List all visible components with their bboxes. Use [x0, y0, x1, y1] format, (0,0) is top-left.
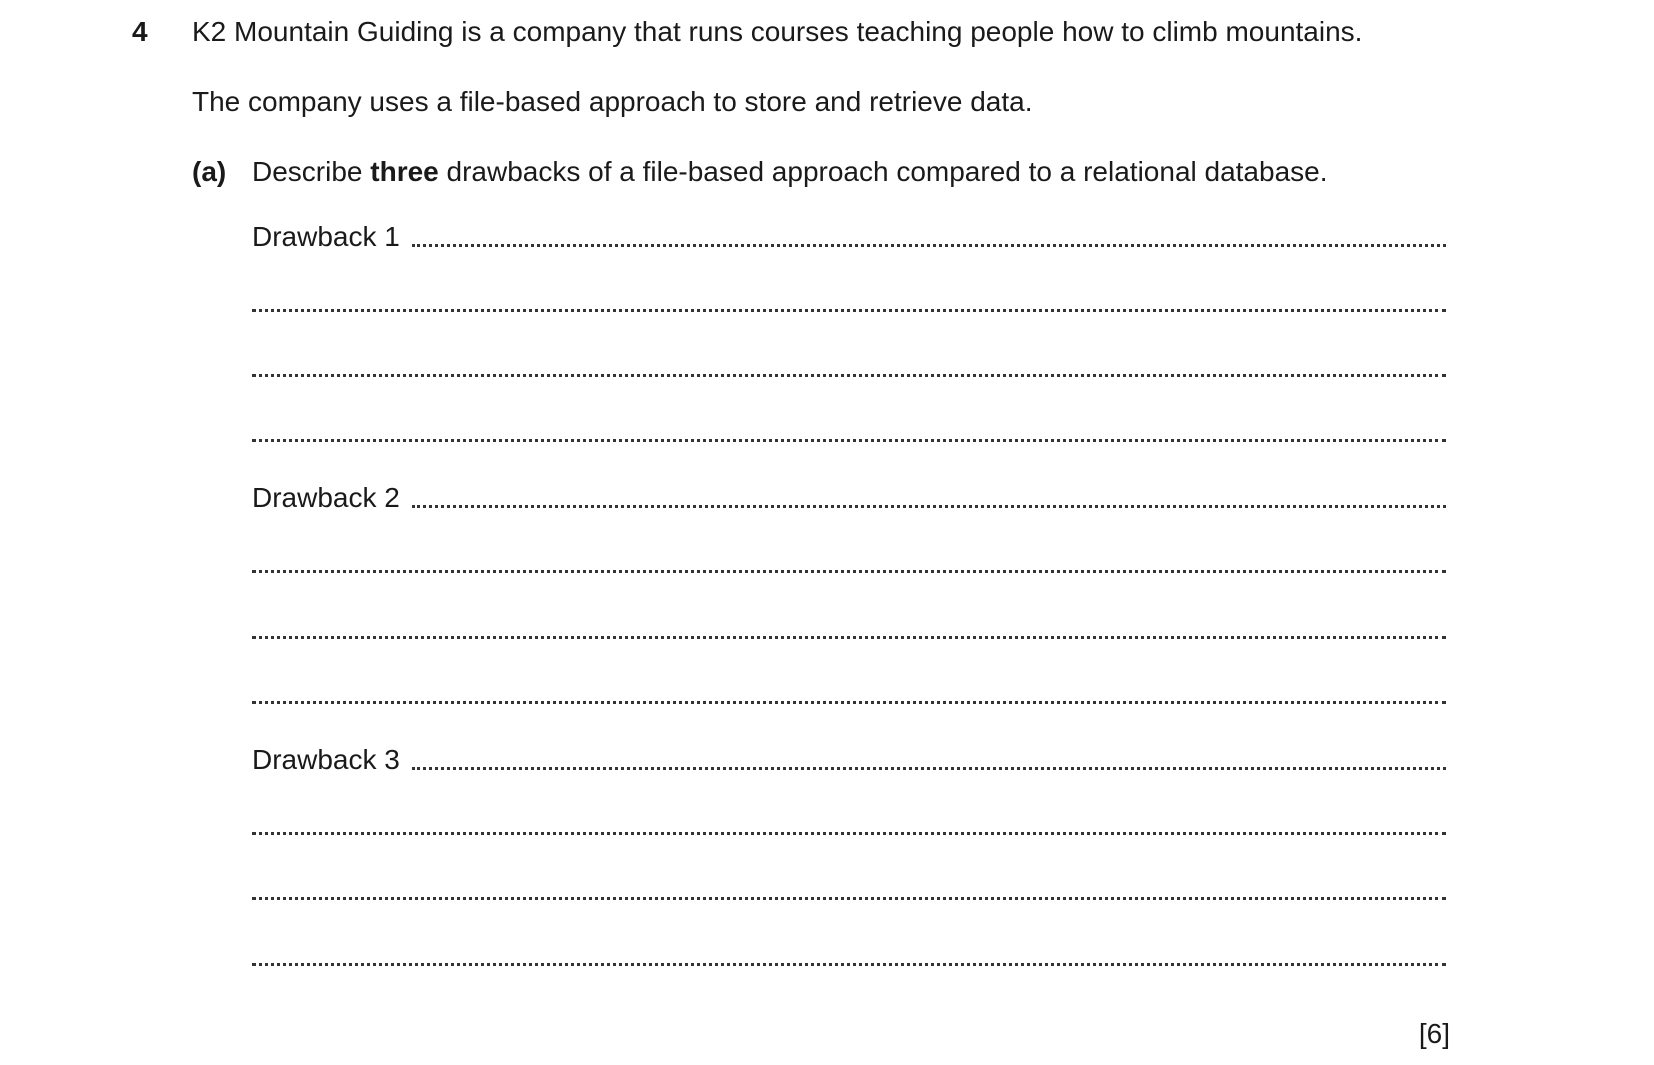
dotted-answer-line	[252, 374, 1446, 377]
dotted-answer-line	[252, 309, 1446, 312]
dotted-answer-line	[252, 439, 1446, 442]
answer-line[interactable]	[252, 873, 1446, 907]
answer-line-drawback-1[interactable]	[252, 220, 1446, 254]
answer-line[interactable]	[252, 808, 1446, 842]
prompt-text-before: Describe	[252, 156, 371, 187]
answer-line[interactable]	[252, 612, 1446, 646]
answer-line[interactable]	[252, 546, 1446, 580]
dotted-answer-line	[412, 505, 1446, 508]
dotted-answer-line	[252, 636, 1446, 639]
question-number: 4	[132, 16, 148, 47]
marks-allocation: [6]	[1418, 1018, 1450, 1049]
part-a-label: (a)	[192, 156, 227, 187]
question-intro-line-2: The company uses a file-based approach to store and retrieve data.	[192, 86, 1033, 117]
dotted-answer-line	[252, 963, 1446, 966]
dotted-answer-line	[412, 767, 1446, 770]
prompt-text-after: drawbacks of a file-based approach compared to a relational database.	[438, 156, 1328, 187]
drawback-2-label: Drawback 2	[252, 482, 400, 513]
answer-line[interactable]	[252, 285, 1446, 319]
part-a-prompt	[252, 155, 1328, 189]
prompt-text-bold: three	[370, 156, 439, 187]
dotted-answer-line	[412, 244, 1446, 247]
drawback-3-label: Drawback 3	[252, 744, 400, 775]
answer-line[interactable]	[252, 415, 1446, 449]
drawback-1-label: Drawback 1	[252, 221, 400, 252]
dotted-answer-line	[252, 570, 1446, 573]
dotted-answer-line	[252, 832, 1446, 835]
dotted-answer-line	[252, 701, 1446, 704]
answer-line-drawback-3[interactable]	[252, 743, 1446, 777]
dotted-answer-line	[252, 897, 1446, 900]
answer-line[interactable]	[252, 939, 1446, 973]
question-intro-line-1: K2 Mountain Guiding is a company that runs courses teaching people how to climb mountains.	[192, 16, 1363, 47]
answer-line[interactable]	[252, 350, 1446, 384]
answer-line[interactable]	[252, 677, 1446, 711]
answer-line-drawback-2[interactable]	[252, 481, 1446, 515]
